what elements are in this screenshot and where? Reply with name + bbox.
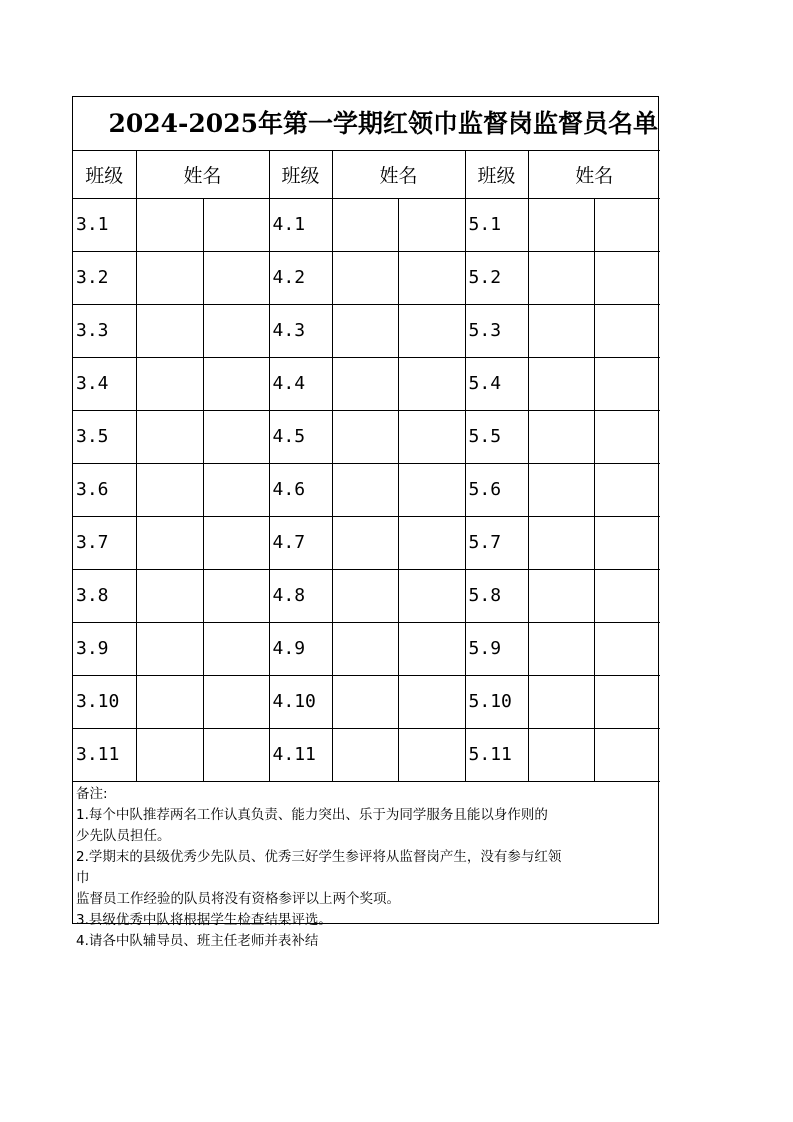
name-cell[interactable] [528,675,594,728]
class-cell: 3.4 [73,357,136,410]
class-cell: 5.6 [465,463,528,516]
table-row [73,728,660,781]
class-cell: 3.3 [73,304,136,357]
name-cell[interactable] [398,251,465,304]
name-cell[interactable] [203,569,269,622]
class-cell: 3.11 [73,728,136,781]
class-cell: 5.1 [465,198,528,251]
class-cell: 3.8 [73,569,136,622]
class-cell: 5.3 [465,304,528,357]
name-cell[interactable] [203,304,269,357]
note-line: 4.请各中队辅导员、班主任老师并表补结 [76,933,319,949]
table-row [73,463,660,516]
class-cell: 5.11 [465,728,528,781]
class-cell: 4.7 [269,516,332,569]
name-cell[interactable] [332,251,398,304]
name-cell[interactable] [594,728,660,781]
table-row [73,516,660,569]
class-cell: 5.4 [465,357,528,410]
title-row [73,97,660,151]
table-row [73,410,660,463]
class-cell: 5.7 [465,516,528,569]
name-cell[interactable] [136,569,203,622]
note-line: 少先队员担任。 [76,828,171,844]
name-cell[interactable] [332,357,398,410]
table-row [73,357,660,410]
name-cell[interactable] [398,304,465,357]
notes-lines [76,805,658,952]
name-cell[interactable] [528,622,594,675]
class-cell: 5.10 [465,675,528,728]
name-cell[interactable] [136,251,203,304]
name-cell[interactable] [136,516,203,569]
name-cell[interactable] [332,198,398,251]
name-cell[interactable] [398,198,465,251]
name-cell[interactable] [332,569,398,622]
class-cell: 3.7 [73,516,136,569]
name-cell[interactable] [528,198,594,251]
class-cell: 3.10 [73,675,136,728]
table-row [73,675,660,728]
class-cell: 3.2 [73,251,136,304]
name-cell[interactable] [528,463,594,516]
name-cell[interactable] [203,410,269,463]
notes-label: 备注: [76,786,108,802]
name-cell[interactable] [203,516,269,569]
class-cell: 4.2 [269,251,332,304]
class-cell: 4.3 [269,304,332,357]
table-row [73,622,660,675]
name-cell[interactable] [398,675,465,728]
note-line: 监督员工作经验的队员将没有资格参评以上两个奖项。 [76,891,400,907]
name-cell[interactable] [332,463,398,516]
name-header: 姓名 [136,151,269,198]
notes-section [73,782,660,949]
name-header: 姓名 [332,151,465,198]
class-cell: 4.5 [269,410,332,463]
name-cell[interactable] [136,728,203,781]
name-cell[interactable] [594,304,660,357]
class-cell: 3.9 [73,622,136,675]
name-cell[interactable] [594,463,660,516]
class-header: 班级 [73,151,136,198]
class-cell: 5.9 [465,622,528,675]
name-cell[interactable] [398,728,465,781]
note-line: 2.学期末的县级优秀少先队员、优秀三好学生参评将从监督岗产生，没有参与红领 [76,849,562,865]
name-cell[interactable] [594,516,660,569]
class-header: 班级 [269,151,332,198]
class-header: 班级 [465,151,528,198]
name-cell[interactable] [203,198,269,251]
class-cell: 4.6 [269,463,332,516]
name-cell[interactable] [398,622,465,675]
name-cell[interactable] [528,251,594,304]
name-cell[interactable] [528,569,594,622]
name-cell[interactable] [136,463,203,516]
table-row [73,304,660,357]
name-cell[interactable] [398,410,465,463]
name-cell[interactable] [203,251,269,304]
name-cell[interactable] [136,622,203,675]
name-cell[interactable] [528,728,594,781]
class-cell: 3.1 [73,198,136,251]
name-cell[interactable] [332,728,398,781]
class-cell: 4.9 [269,622,332,675]
class-cell: 4.8 [269,569,332,622]
class-cell: 5.2 [465,251,528,304]
class-cell: 3.6 [73,463,136,516]
name-cell[interactable] [528,410,594,463]
name-cell[interactable] [594,357,660,410]
class-cell: 3.5 [73,410,136,463]
name-cell[interactable] [528,357,594,410]
name-cell[interactable] [203,728,269,781]
class-cell: 5.8 [465,569,528,622]
name-cell[interactable] [136,304,203,357]
roster-table [73,151,660,782]
name-cell[interactable] [136,410,203,463]
note-line: 3.县级优秀中队将根据学生检查结果评选。 [76,912,332,928]
name-cell[interactable] [203,463,269,516]
name-cell[interactable] [332,516,398,569]
table-row [73,569,660,622]
name-cell[interactable] [332,622,398,675]
note-line: 巾 [76,870,90,886]
header-row [73,151,660,198]
name-cell[interactable] [398,357,465,410]
name-cell[interactable] [594,198,660,251]
name-cell[interactable] [594,569,660,622]
name-cell[interactable] [594,675,660,728]
name-cell[interactable] [203,675,269,728]
name-cell[interactable] [528,304,594,357]
name-cell[interactable] [203,622,269,675]
class-cell: 4.10 [269,675,332,728]
page-title: 2024-2025年第一学期红领巾监督岗监督员名单 [108,109,658,138]
class-cell: 5.5 [465,410,528,463]
name-cell[interactable] [398,463,465,516]
name-cell[interactable] [594,251,660,304]
name-cell[interactable] [398,516,465,569]
name-cell[interactable] [136,198,203,251]
name-cell[interactable] [203,357,269,410]
name-cell[interactable] [332,675,398,728]
table-row [73,251,660,304]
class-cell: 4.4 [269,357,332,410]
roster-sheet [72,96,659,949]
class-cell: 4.1 [269,198,332,251]
name-cell[interactable] [594,410,660,463]
name-header: 姓名 [528,151,660,198]
roster-body [73,151,660,781]
name-cell[interactable] [528,516,594,569]
name-cell[interactable] [136,357,203,410]
name-cell[interactable] [332,304,398,357]
name-cell[interactable] [398,569,465,622]
note-line: 1.每个中队推荐两名工作认真负责、能力突出、乐于为同学服务且能以身作则的 [76,807,548,823]
name-cell[interactable] [136,675,203,728]
table-row [73,198,660,251]
class-cell: 4.11 [269,728,332,781]
name-cell[interactable] [332,410,398,463]
name-cell[interactable] [594,622,660,675]
